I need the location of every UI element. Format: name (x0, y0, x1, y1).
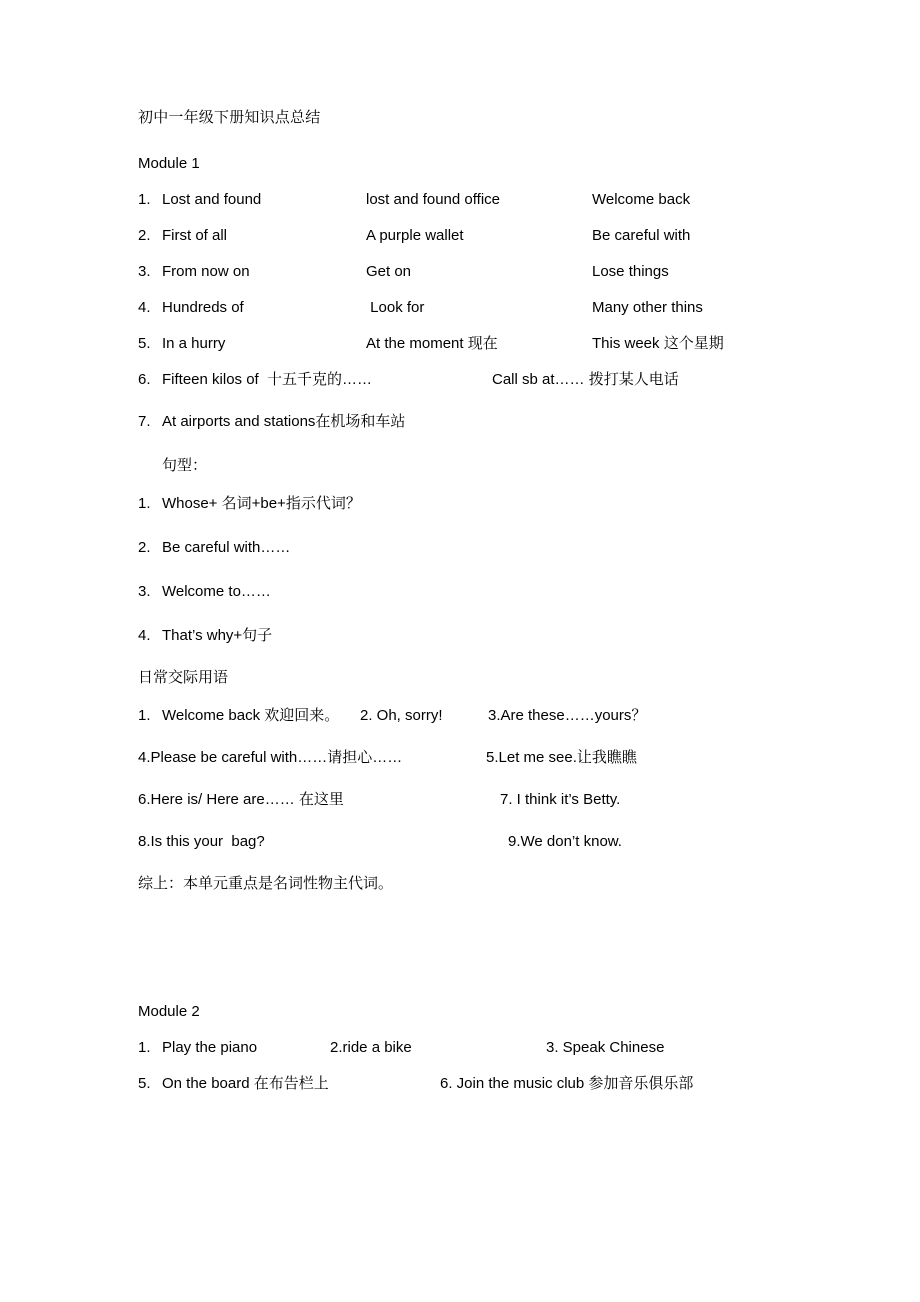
list-number: 1. (138, 191, 151, 208)
phrase-col-1: Fifteen kilos of 十五千克的…… (162, 371, 373, 388)
sentence-text: Be careful with…… (162, 539, 291, 556)
phrase-col-1: First of all (162, 227, 228, 244)
phrase-col-1: On the board 在布告栏上 (162, 1075, 329, 1092)
phrase-col-2: Get on (366, 263, 412, 280)
phrase-row (138, 412, 840, 432)
daily-part-2: 7. I think it’s Betty. (500, 791, 621, 808)
list-number: 1. (138, 1039, 151, 1056)
list-number: 7. (138, 413, 151, 430)
phrase-col-2: Call sb at…… 拨打某人电话 (492, 371, 679, 388)
daily-part-2: 9.We don’t know. (508, 833, 622, 850)
list-number: 5. (138, 335, 151, 352)
list-number: 4. (138, 299, 151, 316)
phrase-row (138, 262, 840, 282)
list-number: 3. (138, 263, 151, 280)
sentence-item (138, 582, 840, 602)
daily-expressions-label: 日常交际用语 (138, 669, 229, 686)
sentence-item (138, 626, 840, 646)
daily-part-2: 2. Oh, sorry! (360, 707, 443, 724)
phrase-col-3: This week 这个星期 (592, 335, 724, 352)
phrase-col-1: From now on (162, 263, 250, 280)
phrase-col-2: At the moment 现在 (366, 335, 498, 352)
phrase-col-1: At airports and stations在机场和车站 (162, 413, 406, 430)
daily-part-3: 3.Are these……yours？ (488, 707, 647, 724)
sentence-text: That’s why+句子 (162, 627, 273, 644)
list-number: 4. (138, 627, 151, 644)
daily-expression-row (138, 790, 840, 810)
phrase-col-3: 3. Speak Chinese (546, 1039, 665, 1056)
list-number: 1. (138, 707, 151, 724)
phrase-row (138, 190, 840, 210)
phrase-col-1: Play the piano (162, 1039, 258, 1056)
list-number: 6. (138, 371, 151, 388)
daily-expression-row (138, 832, 840, 852)
phrase-col-2: 6. Join the music club 参加音乐俱乐部 (440, 1075, 694, 1092)
phrase-col-2: A purple wallet (366, 227, 464, 244)
phrase-col-3: Many other thins (592, 299, 703, 316)
daily-part-2: 5.Let me see.让我瞧瞧 (486, 749, 637, 766)
daily-expression-row (138, 706, 840, 726)
daily-part-1: 8.Is this your bag? (138, 833, 265, 850)
module-1-conclusion: 综上：本单元重点是名词性物主代词。 (138, 875, 394, 892)
sentence-text: Welcome to…… (162, 583, 271, 600)
list-number: 3. (138, 583, 151, 600)
phrase-row (138, 334, 840, 354)
daily-expression-row (138, 748, 840, 768)
sentence-text: Whose+ 名词+be+指示代词？ (162, 495, 361, 512)
list-number: 2. (138, 539, 151, 556)
phrase-col-1: Hundreds of (162, 299, 244, 316)
phrase-row (138, 1038, 840, 1058)
phrase-row (138, 370, 840, 390)
phrase-col-1: In a hurry (162, 335, 226, 352)
daily-part-1: 6.Here is/ Here are…… 在这里 (138, 791, 344, 808)
sentence-item (138, 494, 840, 514)
phrase-col-2: 2.ride a bike (330, 1039, 412, 1056)
phrase-col-2: Look for (366, 299, 425, 316)
sentence-item (138, 538, 840, 558)
sentence-pattern-label: 句型： (162, 457, 208, 474)
daily-part-1: Welcome back 欢迎回来。 (162, 707, 340, 724)
phrase-col-3: Lose things (592, 263, 669, 280)
phrase-col-3: Be careful with (592, 227, 691, 244)
module-2-heading: Module 2 (138, 1003, 200, 1020)
phrase-row (138, 226, 840, 246)
phrase-col-1: Lost and found (162, 191, 262, 208)
phrase-col-2: lost and found office (366, 191, 500, 208)
phrase-row (138, 1074, 840, 1094)
phrase-col-3: Welcome back (592, 191, 691, 208)
list-number: 5. (138, 1075, 151, 1092)
module-1-heading: Module 1 (138, 155, 200, 172)
section-spacer (138, 894, 840, 1002)
phrase-row (138, 298, 840, 318)
page-title: 初中一年级下册知识点总结 (138, 109, 321, 126)
daily-part-1: 4.Please be careful with……请担心…… (138, 749, 403, 766)
list-number: 2. (138, 227, 151, 244)
list-number: 1. (138, 495, 151, 512)
